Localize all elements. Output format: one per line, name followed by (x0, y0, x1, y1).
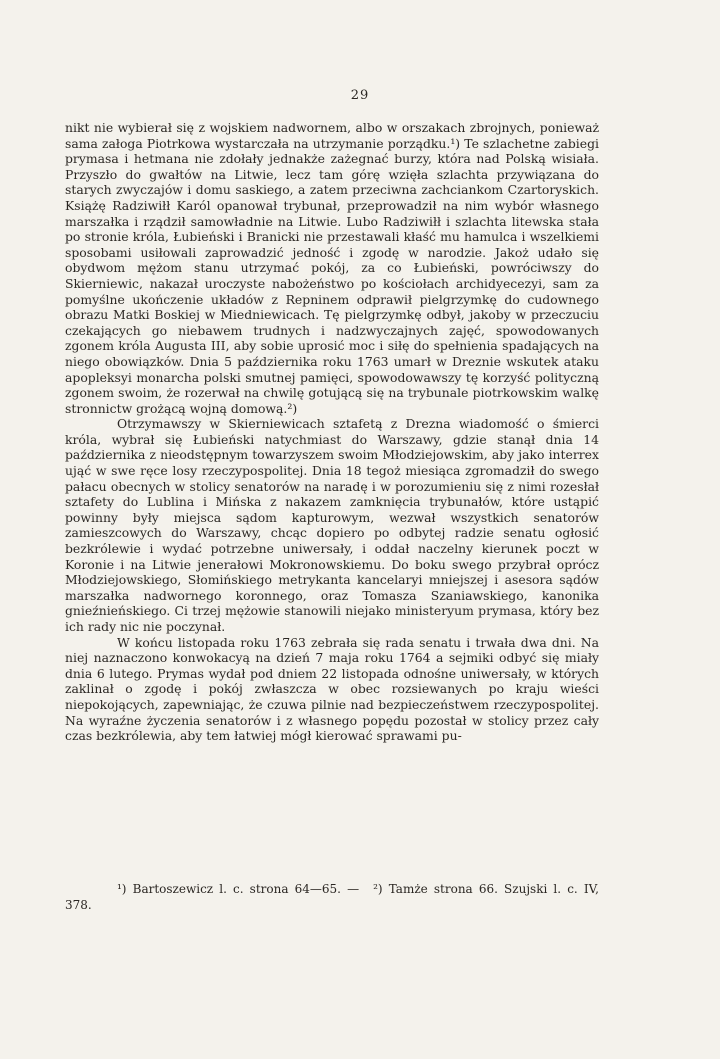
footnote-2: ²) Tamże strona 66. Szujski l. c. IV, 378. (65, 882, 599, 912)
paragraph: Otrzymawszy w Skierniewicach sztafetą z Drezna wiadomość o śmierci króla, wybrał się Łubieński natychmiast do Warszawy, gdzie stanął dnia 14 października z nieodstępnym towarzyszem swoim Młodziejowskim, aby jako interrex ująć w swe ręce losy rzeczypospolitej. Dnia 18 tegoż miesiąca zgromadził do swego pałacu obecnych w stolicy senatorów na naradę i w porozumieniu się z nimi rozesłał sztafety do Lublina i Mińska z nakazem zamknięcia trybunałów, które ustąpić powinny były miejsca sądom kapturowym, wezwał wszystkich senatorów zamieszcowych do Warszawy, chcąc dopiero po odbytej radzie senatu ogłosić bezkrólewie i wydać potrzebne uniwersały, i oddał naczelny kierunek poczt w Koronie i na Litwie jenerałowi Mokronowskiemu. Do boku swego przybrał oprócz Młodziejowskiego, Słomińskiego metrykanta kancelaryi mniejszej i asesora sądów marszałka nadwornego koronnego, oraz Tomasza Szaniawskiego, kanonika gnieźnieńskiego. Ci trzej mężowie stanowili niejako ministeryum prymasa, który bez ich rady nic nie poczynał. (65, 416, 599, 634)
paragraph: W końcu listopada roku 1763 zebrała się rada senatu i trwała dwa dni. Na niej naznaczono konwokacyą na dzień 7 maja roku 1764 a sejmiki odbyć się miały dnia 6 lutego. Prymas wydał pod dniem 22 listopada odnośne uniwersały, w których zaklinał o zgodę i pokój zwłaszcza w obec rozsiewanych po kraju wieści niepokojących, zapewniając, że czuwa pilnie nad bezpieczeństwem rzeczypospolitej. Na wyraźne życzenia senatorów i z własnego popędu pozostał w stolicy przez cały czas bezkrólewia, aby tem łatwiej mógł kierować sprawami pu- (65, 634, 599, 744)
body-text (65, 120, 599, 744)
paragraph: nikt nie wybierał się z wojskiem nadwornem, albo w orszakach zbrojnych, ponieważ sama załoga Piotrkowa wystarczała na utrzymanie porządku.¹) Te szlachetne zabiegi prymasa i hetmana nie zdołały jednakże zażegnać burzy, która nad Polską wisiała. Przyszło do gwałtów na Litwie, lecz tam górę wzięła szlachta przywiązana do starych zwyczajów i domu saskiego, a zatem przeciwna zachciankom Czartoryskich. Książę Radziwiłł Karól opanował trybunał, przeprowadził na nim wybór własnego marszałka i rządził samowładnie na Litwie. Lubo Radziwiłł i szlachta litewska stała po stronie króla, Łubieński i Branicki nie przestawali kłaść mu hamulca i wszelkiemi sposobami usiłowali zaprowadzić jedność i zgodę w narodzie. Jakoż udało się obydwom mężom stanu utrzymać pokój, za co Łubieński, powróciwszy do Skierniewic, nakazał uroczyste nabożeństwo po kościołach archidyecezyi, sam za pomyślne ukończenie układów z Repninem odprawił pielgrzymkę do cudownego obrazu Matki Boskiej w Miedniewicach. Tę pielgrzymkę odbył, jakoby w przeczuciu czekających go niebawem trudnych i nadzwyczajnych zajęć, spowodowanych zgonem króla Augusta III, aby sobie uprosić moc i siłę do spełnienia spadających na niego obowiązków. Dnia 5 października roku 1763 umarł w Dreznie wskutek ataku apopleksyi monarcha polski smutnej pamięci, spowodowawszy tę korzyść polityczną zgonem swoim, że rozerwał na chwilę gotującą się na trybunale piotrkowskim walkę stronnictw grożącą wojną domową.²) (65, 120, 599, 416)
footnote-1: ¹) Bartoszewicz l. c. strona 64—65. — (117, 882, 360, 896)
footnote-line (65, 882, 599, 913)
footnotes (65, 882, 599, 913)
page-number: 29 (350, 88, 370, 103)
